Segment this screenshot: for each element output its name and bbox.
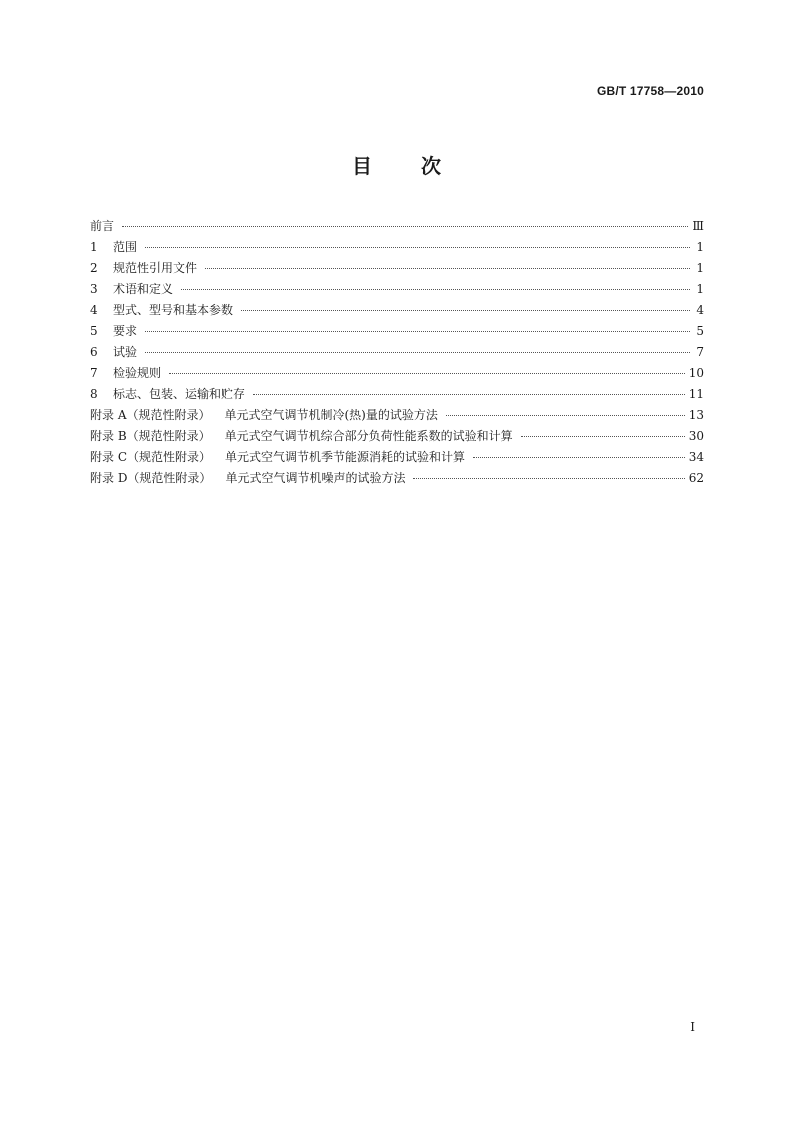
dot-leader (181, 289, 690, 290)
toc-label: 单元式空气调节机综合部分负荷性能系数的试验和计算 (224, 429, 513, 443)
toc-label: 试验 (113, 345, 138, 359)
standard-code: GB/T 17758—2010 (596, 84, 704, 98)
dot-leader (413, 478, 684, 479)
toc-number: 5 (90, 324, 98, 338)
toc-appendix-number: 附录 C（规范性附录） (90, 450, 211, 464)
dot-leader (145, 352, 690, 353)
toc-number: 6 (90, 345, 98, 359)
page-number: I (690, 1020, 695, 1034)
dot-leader (446, 415, 685, 416)
toc-page-number: 11 (688, 387, 704, 401)
toc-page-number: 62 (688, 471, 704, 485)
toc-label: 术语和定义 (113, 282, 174, 296)
toc-item-1[interactable] (90, 237, 704, 258)
toc-number: 7 (90, 366, 98, 380)
toc-label: 标志、包装、运输和贮存 (113, 387, 246, 401)
dot-leader (145, 247, 690, 248)
toc-page-number: 10 (688, 366, 704, 380)
toc-page-number: Ⅲ (692, 219, 704, 233)
toc-label: 单元式空气调节机噪声的试验方法 (225, 471, 406, 485)
toc-page-number: 5 (696, 324, 704, 338)
toc-label: 检验规则 (113, 366, 162, 380)
toc-item-appendix-d[interactable] (90, 468, 704, 489)
toc-appendix-number: 附录 D（规范性附录） (90, 471, 212, 485)
toc-page-number: 1 (696, 261, 704, 275)
toc-page-number: 30 (688, 429, 704, 443)
toc-label: 范围 (113, 240, 138, 254)
toc-item-appendix-c[interactable] (90, 447, 704, 468)
toc-item-3[interactable] (90, 279, 704, 300)
dot-leader (253, 394, 685, 395)
toc-label: 前言 (90, 219, 115, 233)
toc-appendix-number: 附录 B（规范性附录） (90, 429, 211, 443)
toc-label: 规范性引用文件 (113, 261, 198, 275)
dot-leader (241, 310, 690, 311)
toc-page-number: 1 (696, 282, 704, 296)
toc-number: 4 (90, 303, 98, 317)
toc-item-appendix-b[interactable] (90, 426, 704, 447)
dot-leader (145, 331, 690, 332)
toc-appendix-number: 附录 A（规范性附录） (90, 408, 211, 422)
toc-item-8[interactable] (90, 384, 704, 405)
table-of-contents (90, 216, 704, 489)
toc-item-6[interactable] (90, 342, 704, 363)
toc-label: 单元式空气调节机季节能源消耗的试验和计算 (225, 450, 466, 464)
toc-item-foreword[interactable] (90, 216, 704, 237)
dot-leader (205, 268, 690, 269)
toc-page-number: 1 (696, 240, 704, 254)
dot-leader (521, 436, 685, 437)
dot-leader (169, 373, 685, 374)
dot-leader (473, 457, 685, 458)
toc-item-appendix-a[interactable] (90, 405, 704, 426)
toc-number: 2 (90, 261, 98, 275)
toc-page-number: 7 (696, 345, 704, 359)
toc-number: 1 (90, 240, 98, 254)
toc-number: 8 (90, 387, 98, 401)
toc-label: 要求 (113, 324, 138, 338)
toc-label: 型式、型号和基本参数 (113, 303, 234, 317)
toc-number: 3 (90, 282, 98, 296)
toc-item-4[interactable] (90, 300, 704, 321)
dot-leader (122, 226, 688, 227)
toc-page-number: 4 (696, 303, 704, 317)
toc-page-number: 13 (688, 408, 704, 422)
toc-label: 单元式空气调节机制冷(热)量的试验方法 (224, 408, 438, 422)
toc-item-5[interactable] (90, 321, 704, 342)
toc-page-number: 34 (688, 450, 704, 464)
toc-item-2[interactable] (90, 258, 704, 279)
page-title: 目 次 (352, 154, 442, 178)
toc-item-7[interactable] (90, 363, 704, 384)
